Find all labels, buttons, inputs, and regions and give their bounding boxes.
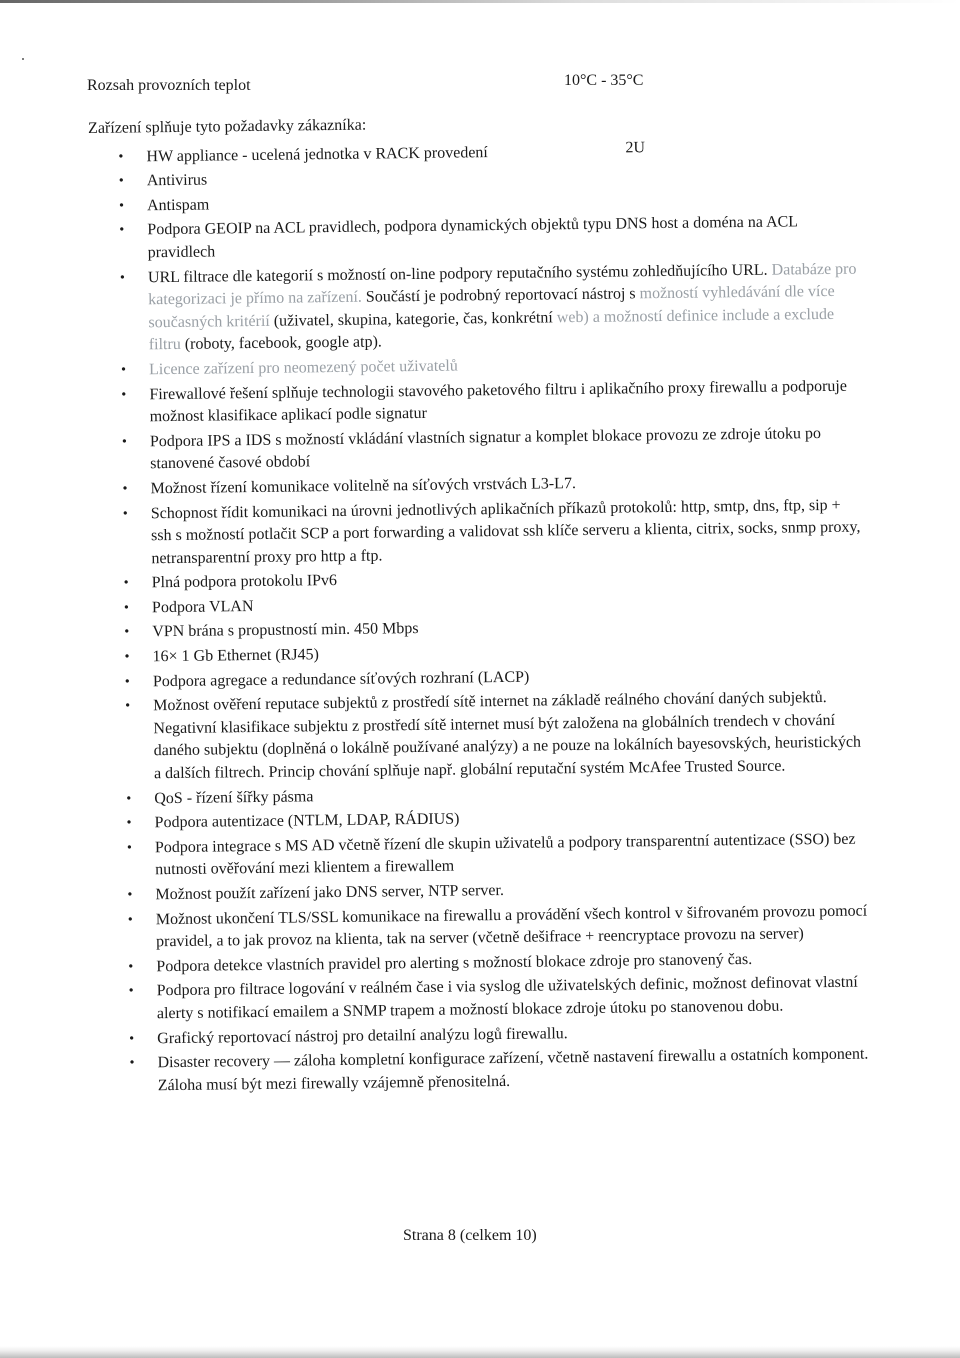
bullet-icon: •	[128, 983, 134, 999]
bullet-icon: •	[121, 387, 127, 403]
list-item-text: Podpora pro filtrace logování v reálném čase i via syslog dle uživatelských definic, možnost definovat vlastní alerty s notifikací emailem a SNMP trapem a možností blokace zdroje útoku po stanovenou dobu.	[156, 974, 858, 1023]
bullet-icon: •	[126, 791, 132, 807]
list-item	[99, 1044, 869, 1099]
list-item-text: Antispam	[146, 196, 210, 215]
normal-text: (uživatel, skupina, kategorie, čas, konkrétní	[273, 309, 557, 330]
list-item-text: Plná podpora protokolu IPv6	[151, 572, 338, 592]
requirements-section	[88, 109, 870, 1101]
list-item-text: VPN brána s propustností min. 450 Mbps	[152, 620, 419, 641]
bullet-icon: •	[129, 1031, 135, 1047]
list-item-text: Podpora VLAN	[151, 597, 254, 617]
list-item	[99, 972, 869, 1027]
bullet-icon: •	[123, 600, 129, 616]
bullet-icon: •	[125, 698, 131, 714]
list-item-text: Možnost řízení komunikace volitelně na síťových vrstvách L3-L7.	[150, 474, 576, 498]
bullet-icon: •	[129, 1055, 135, 1071]
list-item	[89, 211, 859, 266]
list-item-text: Možnost použít zařízení jako DNS server, NTP server.	[155, 881, 505, 904]
bullet-icon: •	[127, 887, 133, 903]
list-item	[93, 494, 864, 571]
list-item-text: Podpora autentizace (NTLM, LDAP, RÁDIUS)	[154, 810, 460, 832]
bullet-icon: •	[118, 173, 124, 189]
bullet-icon: •	[122, 481, 128, 497]
normal-text: Součástí je podrobný reportovací nástroj s	[365, 285, 640, 306]
list-item-text: 16× 1 Gb Ethernet (RJ45)	[152, 646, 320, 666]
bullet-icon: •	[121, 434, 127, 450]
list-item-text: Možnost ověření reputace subjektů z prostředí sítě internet na základě reálného chování daných subjektů. Negativní klasifikace subjektu z prostředí sítě internet musí být založena na globálních trendech v chování daného subjektu (doplněná o lokálně používané analýzy) a ne pouze na lokálních bayesovských, heuristických a dalších filtrech. Princip chování splňuje např. globální reputační systém McAfee Trusted Source.	[153, 689, 862, 783]
list-item-text: HW appliance - ucelená jednotka v RACK provedení	[146, 143, 488, 165]
requirements-intro: Zařízení splňuje tyto požadavky zákazníka:	[88, 116, 367, 137]
list-item-text: Podpora integrace s MS AD včetně řízení dle skupin uživatelů a podpory transparentní autentizace (SSO) bez nutnosti ověřování mezi klientem a firewallem	[154, 830, 856, 879]
bullet-icon: •	[126, 815, 132, 831]
faded-text: web) a možností definice include a exclude filtru	[148, 305, 835, 354]
list-item-text: Podpora agregace a redundance síťových rozhraní (LACP)	[152, 668, 530, 690]
scan-top-edge	[0, 0, 960, 3]
list-item	[98, 900, 868, 955]
faded-text: Databáze pro kategorizaci je přímo na zařízení.	[148, 260, 857, 309]
list-item	[92, 422, 862, 477]
bullet-icon: •	[119, 270, 125, 286]
list-item-text: URL filtrace dle kategorií s možností on-line podpory reputačního systému zohledňujícího URL.	[147, 261, 768, 286]
scan-bottom-edge	[0, 1346, 960, 1358]
list-item-text: Disaster recovery — záloha kompletní konfigurace zařízení, včetně nastavení firewallu a ostatních komponent. Záloha musí být mezi firewally vzájemně přenositelná.	[157, 1045, 869, 1094]
requirements-list	[88, 137, 870, 1098]
list-item	[95, 687, 866, 787]
list-item-text: Podpora detekce vlastních pravidel pro alerting s možností blokace zdroje pro stanovený čas.	[156, 950, 753, 976]
bullet-icon: •	[123, 575, 129, 591]
rack-units-value: 2U	[625, 138, 646, 157]
bullet-icon: •	[118, 149, 124, 165]
list-item-text: Antivirus	[146, 171, 208, 190]
bullet-icon: •	[126, 840, 132, 856]
bullet-icon: •	[118, 198, 125, 214]
list-item-text: Firewallové řešení splňuje technologii stavového paketového filtru i aplikačního proxy firewallu a podporuje možnost klasifikace aplikací podle signatur	[149, 377, 848, 426]
faded-text: možností vyhledávání dle více současných kritérií	[148, 283, 835, 332]
temperature-range-value: 10°C - 35°C	[564, 72, 644, 89]
list-item	[97, 828, 867, 883]
list-item-text: Podpora IPS a IDS s možností vkládání vlastních signatur a komplet blokace provozu ze zdroje útoku po stanovené časové období	[149, 424, 821, 473]
bullet-icon: •	[119, 222, 125, 238]
temperature-range-label: Rozsah provozních teplot	[87, 77, 251, 94]
bullet-icon: •	[120, 362, 127, 378]
list-item-text: Licence zařízení pro neomezený počet uživatelů	[148, 357, 458, 379]
bullet-icon: •	[122, 506, 128, 522]
bullet-icon: •	[127, 912, 133, 928]
bullet-icon: •	[128, 959, 134, 975]
list-item	[91, 375, 861, 430]
bullet-icon: •	[124, 674, 130, 690]
list-item-text: Možnost ukončení TLS/SSL komunikace na firewallu a provádění všech kontrol v šifrovaném provozu pomocí pravidel, a to jak provoz na klienta, tak na server (včetně dešifrace + reencryptace provozu na server)	[155, 902, 868, 951]
list-item-text: QoS - řízení šířky pásma	[154, 787, 314, 807]
bullet-icon: •	[124, 649, 130, 665]
list-item-url-filtering	[90, 258, 861, 358]
normal-text: (roboty, facebook, google atp).	[184, 333, 382, 354]
list-item-text: Schopnost řídit komunikaci na úrovni jednotlivých aplikačních příkazů protokolů: http, smtp, dns, ftp, sip + ssh s možností potlačit SCP a port forwarding a validovat ssh klíče serveru a klienta, citrix, socks, snmp proxy, netransparentní proxy pro http a ftp.	[150, 496, 861, 567]
list-item-text: Podpora GEOIP na ACL pravidlech, podpora dynamických objektů typu DNS host a doména na ACL pravidlech	[147, 213, 798, 262]
list-item-text: Grafický reportovací nástroj pro detailní analýzu logů firewallu.	[157, 1024, 568, 1047]
scan-speck	[22, 58, 24, 60]
bullet-icon: •	[124, 625, 130, 641]
page-number-footer: Strana 8 (celkem 10)	[403, 1227, 537, 1244]
